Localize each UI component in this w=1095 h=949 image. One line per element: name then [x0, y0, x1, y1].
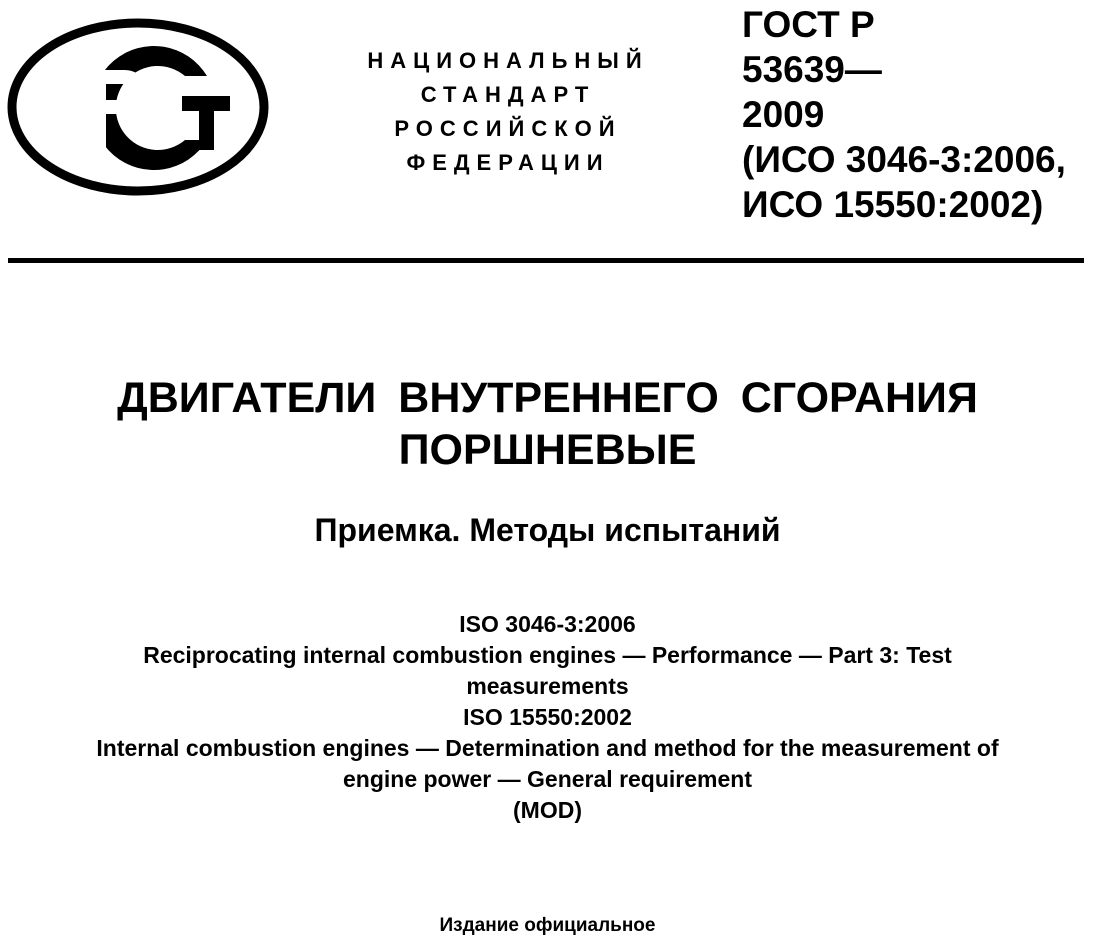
iso-reference-line: Reciprocating internal combustion engines — Performance — Part 3: Test [143, 642, 952, 668]
national-standard-line: РОССИЙСКОЙ [394, 116, 622, 141]
iso-reference-line: ISO 3046-3:2006 [459, 611, 636, 637]
standard-code-line: (ИСО 3046-3:2006, [742, 139, 1066, 180]
document-title-line: ПОРШНЕВЫЕ [398, 426, 697, 474]
national-standard-line: СТАНДАРТ [420, 82, 596, 107]
iso-reference-line: Internal combustion engines — Determination and method for the measurement of [96, 735, 999, 761]
standard-code [742, 2, 1066, 227]
national-standard-line: НАЦИОНАЛЬНЫЙ [367, 48, 649, 73]
document-title [0, 372, 1095, 476]
iso-reference-line: engine power — General requirement [343, 766, 752, 792]
iso-reference-line: (MOD) [513, 797, 582, 823]
iso-reference-line: measurements [466, 673, 629, 699]
document-title-line: ДВИГАТЕЛИ ВНУТРЕННЕГО СГОРАНИЯ [117, 374, 978, 422]
standard-code-line: 2009 [742, 94, 825, 135]
document-subtitle: Приемка. Методы испытаний [314, 512, 781, 548]
iso-references [0, 609, 1095, 826]
iso-reference-line: ISO 15550:2002 [463, 704, 632, 730]
rst-gost-logo-icon [7, 18, 269, 196]
edition-label: Издание официальное [439, 915, 656, 936]
standard-code-line: ГОСТ Р [742, 4, 875, 45]
standard-code-line: 53639— [742, 49, 882, 90]
national-standard-caption [318, 44, 698, 180]
national-standard-line: ФЕДЕРАЦИИ [406, 150, 610, 175]
standard-code-line: ИСО 15550:2002) [742, 184, 1044, 225]
header-divider [8, 258, 1084, 263]
